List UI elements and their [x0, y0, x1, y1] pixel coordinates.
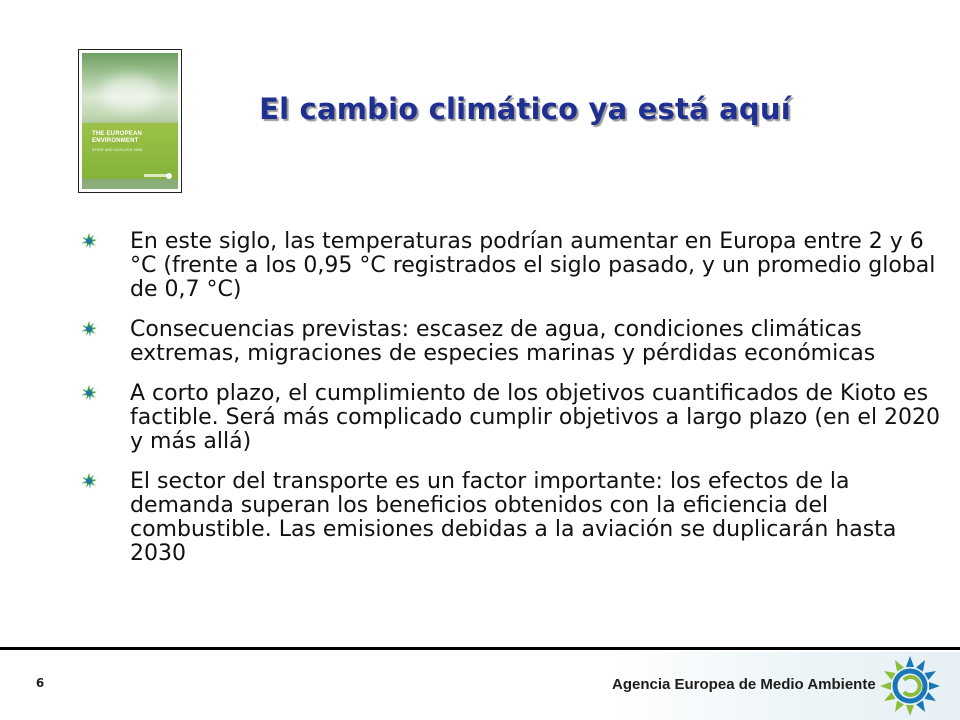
cover-subtitle: STATE AND OUTLOOK 2005: [92, 148, 143, 152]
bullet-text: A corto plazo, el cumplimiento de los objetivos cuantificados de Kioto es factible. Será más complicado cumplir objetivos a largo plazo (en el 2020 y más allá): [130, 381, 941, 454]
footer-divider: [0, 647, 960, 650]
cover-photo: [82, 53, 178, 189]
starburst-icon: [80, 384, 98, 402]
report-cover-image: [78, 49, 182, 193]
agency-name: Agencia Europea de Medio Ambiente: [612, 676, 876, 693]
cover-footer-logo: [166, 173, 172, 179]
bullet-text: Consecuencias previstas: escasez de agua, condiciones climáticas extremas, migraciones de especies marinas y pérdidas económicas: [130, 317, 876, 366]
slide-title: El cambio climático ya está aquí: [259, 92, 791, 126]
bullet-item: [80, 230, 950, 302]
starburst-icon: [80, 320, 98, 338]
cover-title: THE EUROPEAN ENVIRONMENT: [92, 131, 143, 144]
page-number: 6: [35, 676, 45, 690]
bullet-text: En este siglo, las temperaturas podrían aumentar en Europa entre 2 y 6 °C (frente a los 0,95 °C registrados el siglo pasado, y un promedio global de 0,7 °C): [130, 229, 936, 302]
bullet-item: [80, 470, 950, 566]
bullet-text: El sector del transporte es un factor importante: los efectos de la demanda superan los beneficios obtenidos con la eficiencia del combustible. Las emisiones debidas a la aviación se duplicarán hasta 2030: [130, 469, 897, 566]
bullet-item: [80, 318, 950, 366]
bullet-list: [80, 230, 950, 582]
bullet-item: [80, 382, 950, 454]
starburst-icon: [80, 472, 98, 490]
eea-logo-icon: [878, 654, 942, 718]
cover-highlight: [100, 75, 160, 111]
starburst-icon: [80, 232, 98, 250]
